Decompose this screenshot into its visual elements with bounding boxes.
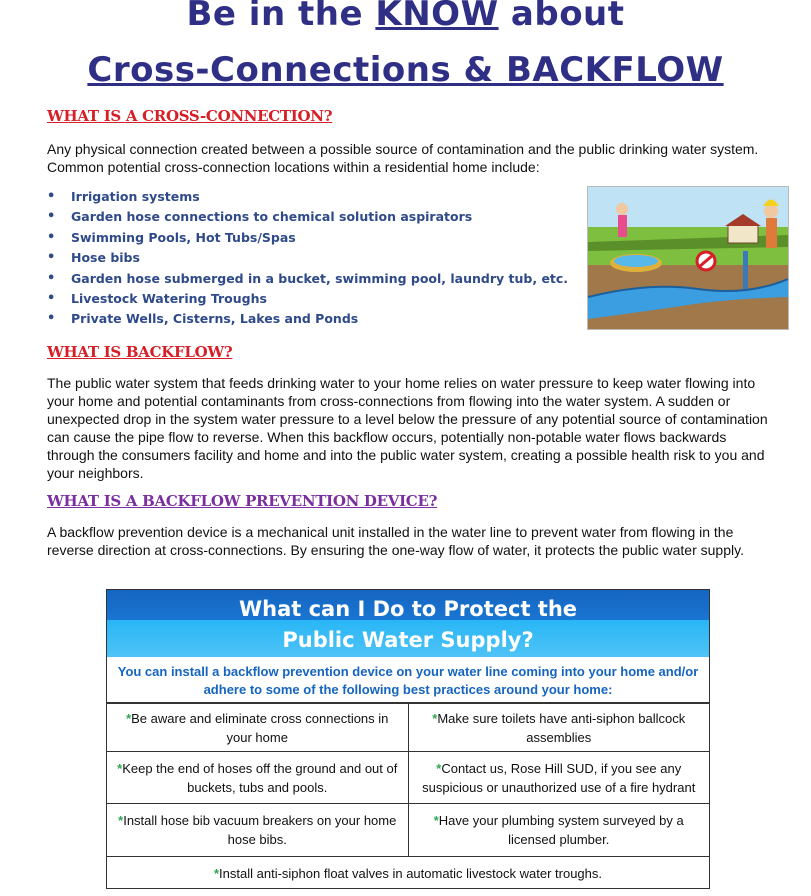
- tip-text: Install hose bib vacuum breakers on your home hose bibs.: [123, 813, 397, 847]
- asterisk: *: [117, 760, 123, 776]
- tip-text: Contact us, Rose Hill SUD, if you see any suspicious or unauthorized use of a fire hydrant: [422, 760, 696, 795]
- list-item: • Livestock Watering Troughs: [47, 289, 607, 309]
- heading-backflow-device: WHAT IS A BACKFLOW PREVENTION DEVICE?: [47, 492, 438, 510]
- tip-text: Make sure toilets have anti-siphon ballcock assemblies: [437, 710, 686, 745]
- backflow-text: The public water system that feeds drinking water to your home relies on water pressure to keep water flowing into your home and potential contaminants from cross-connections from flowing into the water system. A sudden or unexpected drop in the system water pressure to a level below the pressure of any potential source of contamination can cause the pipe flow to reverse. When this backflow occurs, potentially non-potable water flows backwards through the consumers facility and home and into the public water system, creating a possible health risk to you and your neighbors.: [47, 375, 768, 481]
- asterisk: *: [433, 813, 439, 828]
- asterisk: *: [432, 710, 438, 726]
- list-item: • Garden hose submerged in a bucket, swimming pool, laundry tub, etc.: [47, 269, 607, 289]
- title-know: KNOW: [375, 0, 499, 34]
- list-item: • Irrigation systems: [47, 187, 607, 207]
- tip-cell: [107, 804, 408, 857]
- tip-text: Have your plumbing system surveyed by a licensed plumber.: [438, 813, 684, 847]
- tip-cell: [107, 752, 408, 804]
- page-title-line-2: Cross-Connections & BACKFLOW: [87, 50, 724, 90]
- tip-cell: [408, 704, 709, 752]
- table-row: [107, 804, 709, 857]
- list-item: • Swimming Pools, Hot Tubs/Spas: [47, 228, 607, 248]
- asterisk: *: [213, 866, 220, 882]
- tip-cell: [107, 704, 408, 752]
- heading-cross-connection: WHAT IS A CROSS-CONNECTION?: [47, 107, 333, 125]
- backflow-illustration: [587, 186, 789, 330]
- list-item: • Private Wells, Cisterns, Lakes and Ponds: [47, 309, 607, 329]
- asterisk: *: [436, 760, 442, 776]
- tip-cell: [408, 752, 709, 804]
- asterisk: *: [126, 710, 132, 726]
- table-row: [107, 752, 709, 804]
- table-row: [107, 704, 709, 752]
- title-part-before: Be in the: [186, 0, 376, 34]
- cross-connection-list: [47, 187, 607, 330]
- tip-text: Be aware and eliminate cross connections in your home: [131, 710, 389, 745]
- protect-water-supply-box: [106, 589, 710, 889]
- backflow-device-text: A backflow prevention device is a mechanical unit installed in the water line to prevent water from flowing in the reverse direction at cross-connections. By ensuring the one-way flow of water, it protects the public water supply.: [47, 524, 744, 558]
- tip-cell: [408, 804, 709, 857]
- cross-connection-text: Any physical connection created between a possible source of contamination and the public drinking water system. Common potential cross-connection locations within a residential home include:: [47, 141, 759, 175]
- tip-text: Install anti-siphon float valves in automatic livestock water troughs.: [219, 866, 603, 882]
- tip-cell: [107, 857, 709, 891]
- tips-table: [107, 703, 709, 891]
- page-title-line-1: [0, 0, 811, 34]
- box-intro: You can install a backflow prevention device on your water line coming into your home and/or adhere to some of the following best practices around your home:: [107, 657, 709, 703]
- box-title-line-1: What can I Do to Protect the: [238, 597, 578, 621]
- title-part-after: about: [498, 0, 625, 34]
- asterisk: *: [118, 813, 124, 828]
- heading-backflow: WHAT IS BACKFLOW?: [47, 343, 233, 361]
- box-title: [107, 590, 709, 657]
- tip-text: Keep the end of hoses off the ground and out of buckets, tubs and pools.: [122, 760, 398, 795]
- list-item: • Garden hose connections to chemical solution aspirators: [47, 207, 607, 227]
- list-item: • Hose bibs: [47, 248, 607, 268]
- table-row: [107, 857, 709, 891]
- box-title-line-2: Public Water Supply?: [282, 628, 534, 652]
